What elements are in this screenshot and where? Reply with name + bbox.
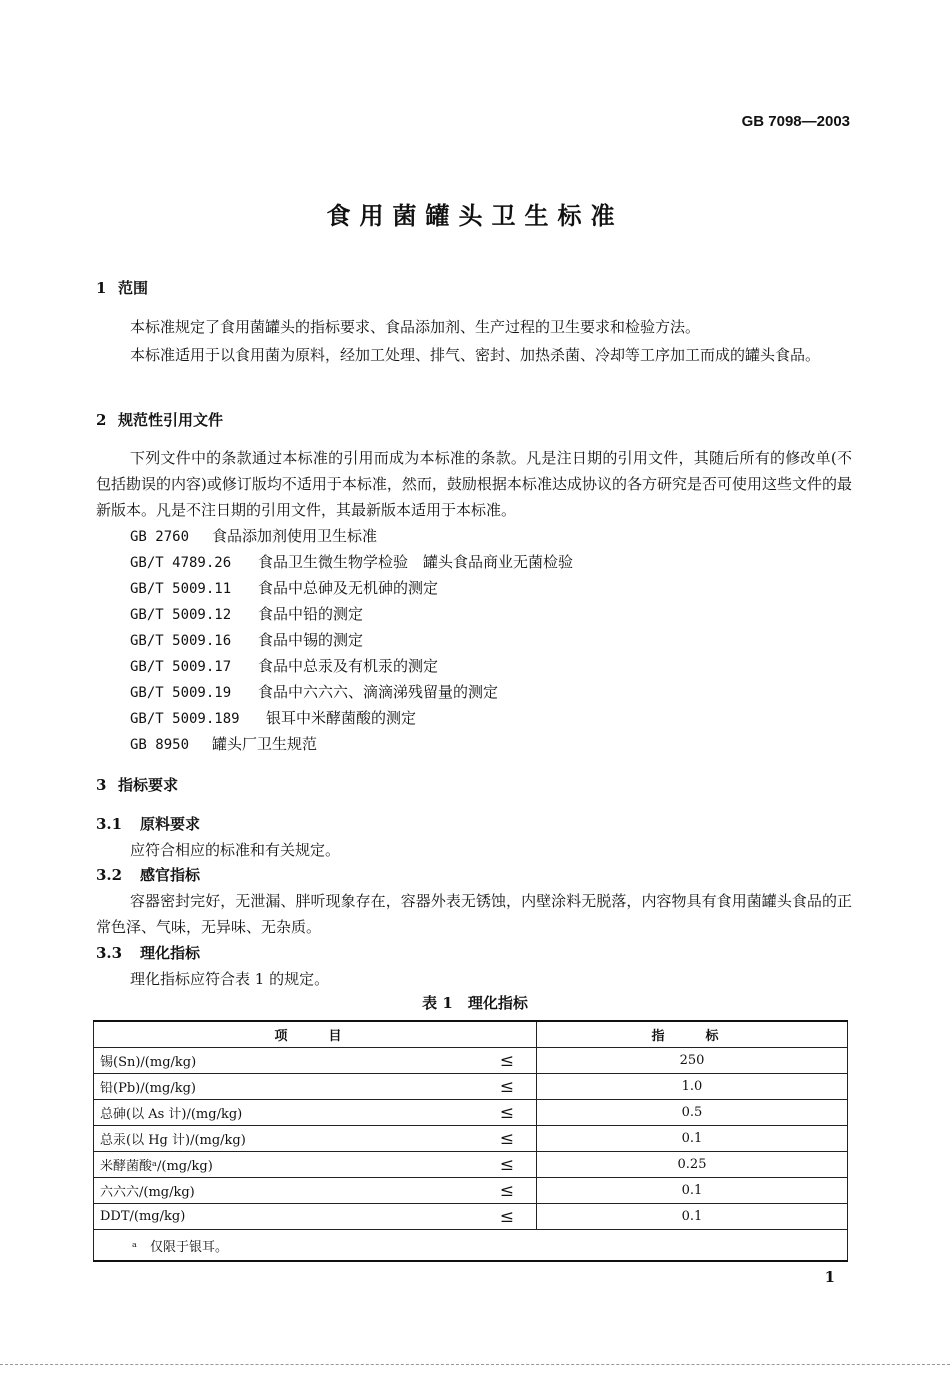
row-value: 0.25 [537, 1152, 848, 1178]
row-item: 铅(Pb)/(mg/kg) [94, 1074, 469, 1100]
row-item: 米酵菌酸ᵃ/(mg/kg) [94, 1152, 469, 1178]
section-number: 2 [96, 411, 107, 429]
reference-code: GB/T 5009.189 [130, 711, 240, 727]
table-row [94, 1152, 848, 1178]
table-row [94, 1048, 848, 1074]
row-item: 锡(Sn)/(mg/kg) [94, 1048, 469, 1074]
subsection-title: 理化指标 [140, 944, 201, 962]
section-number: 1 [96, 279, 107, 297]
subsection-3-1-heading [96, 811, 852, 837]
row-operator: ≤ [468, 1178, 537, 1204]
column-header-value: 指 标 [537, 1021, 848, 1048]
table-row [94, 1178, 848, 1204]
reference-item [130, 523, 377, 550]
row-item: 六六六/(mg/kg) [94, 1178, 469, 1204]
row-value: 0.5 [537, 1100, 848, 1126]
reference-name: 罐头厂卫生规范 [212, 735, 318, 753]
table-row [94, 1204, 848, 1230]
reference-code: GB/T 5009.19 [130, 685, 232, 701]
table-caption: 表 1 理化指标 [422, 994, 528, 1012]
reference-code: GB/T 5009.12 [130, 607, 232, 623]
row-operator: ≤ [468, 1204, 537, 1230]
subsection-3-3-paragraph: 理化指标应符合表 1 的规定。 [130, 970, 330, 988]
page-number: 1 [824, 1268, 835, 1286]
reference-name: 食品中六六六、滴滴涕残留量的测定 [258, 683, 499, 701]
section-number: 3 [96, 776, 107, 794]
row-item: 总汞(以 Hg 计)/(mg/kg) [94, 1126, 469, 1152]
reference-code: GB/T 5009.11 [130, 581, 232, 597]
bottom-divider [0, 1364, 950, 1365]
reference-name: 食品卫生微生物学检验 罐头食品商业无菌检验 [258, 553, 574, 571]
row-operator: ≤ [468, 1074, 537, 1100]
subsection-number: 3.1 [96, 815, 123, 833]
standard-code: GB 7098—2003 [741, 113, 850, 130]
row-operator: ≤ [468, 1152, 537, 1178]
subsection-3-2-heading [96, 862, 852, 888]
reference-item [130, 575, 438, 602]
reference-code: GB/T 4789.26 [130, 555, 232, 571]
reference-name: 食品添加剂使用卫生标准 [212, 527, 378, 545]
subsection-3-2-paragraph: 容器密封完好，无泄漏、胖听现象存在，容器外表无锈蚀，内壁涂料无脱落，内容物具有食用菌罐头食品的正常色泽、气味，无异味、无杂质。 [96, 892, 852, 936]
reference-name: 食品中锡的测定 [258, 631, 364, 649]
reference-item [130, 679, 498, 706]
reference-name: 银耳中米酵菌酸的测定 [266, 709, 417, 727]
row-value: 1.0 [537, 1074, 848, 1100]
table-header-row [94, 1021, 848, 1048]
table-footnote-row [94, 1230, 848, 1262]
subsection-3-3-heading [96, 940, 852, 966]
row-item: 总砷(以 As 计)/(mg/kg) [94, 1100, 469, 1126]
table-row [94, 1074, 848, 1100]
subsection-number: 3.3 [96, 944, 123, 962]
row-operator: ≤ [468, 1126, 537, 1152]
section-title: 指标要求 [118, 776, 179, 794]
section-2-paragraph: 下列文件中的条款通过本标准的引用而成为本标准的条款。凡是注日期的引用文件，其随后所有的修改单(不包括勘误的内容)或修订版均不适用于本标准，然而，鼓励根据本标准达成协议的各方研究是否可使用这些文件的最新版本。凡是不注日期的引用文件，其最新版本适用于本标准。 [96, 449, 852, 519]
row-operator: ≤ [468, 1100, 537, 1126]
subsection-number: 3.2 [96, 866, 123, 884]
reference-item [130, 601, 363, 628]
row-value: 0.1 [537, 1126, 848, 1152]
reference-name: 食品中总汞及有机汞的测定 [258, 657, 439, 675]
table-row [94, 1126, 848, 1152]
subsection-3-1-paragraph: 应符合相应的标准和有关规定。 [130, 841, 341, 859]
subsection-title: 感官指标 [140, 866, 201, 884]
reference-item [130, 705, 416, 732]
table-row [94, 1100, 848, 1126]
document-title: 食用菌罐头卫生标准 [326, 201, 624, 230]
reference-item [130, 731, 317, 758]
reference-item [130, 627, 363, 654]
table-footnote: ᵃ 仅限于银耳。 [94, 1230, 848, 1262]
section-1-paragraph-1: 本标准规定了食用菌罐头的指标要求、食品添加剂、生产过程的卫生要求和检验方法。 [130, 318, 701, 336]
reference-item [130, 549, 573, 576]
reference-code: GB/T 5009.17 [130, 659, 232, 675]
reference-code: GB 2760 [130, 529, 190, 545]
row-item: DDT/(mg/kg) [94, 1204, 469, 1230]
row-value: 250 [537, 1048, 848, 1074]
reference-code: GB 8950 [130, 737, 190, 753]
section-title: 规范性引用文件 [118, 411, 224, 429]
physicochemical-table [93, 1020, 848, 1262]
section-2-heading [96, 407, 852, 433]
section-3-heading [96, 772, 852, 798]
reference-name: 食品中铅的测定 [258, 605, 364, 623]
section-1-heading [96, 275, 852, 301]
column-header-item: 项 目 [94, 1021, 537, 1048]
row-value: 0.1 [537, 1178, 848, 1204]
row-value: 0.1 [537, 1204, 848, 1230]
section-title: 范围 [118, 279, 149, 297]
row-operator: ≤ [468, 1048, 537, 1074]
subsection-title: 原料要求 [140, 815, 201, 833]
reference-item [130, 653, 438, 680]
section-1-paragraph-2: 本标准适用于以食用菌为原料，经加工处理、排气、密封、加热杀菌、冷却等工序加工而成的罐头食品。 [130, 346, 821, 364]
reference-name: 食品中总砷及无机砷的测定 [258, 579, 439, 597]
reference-code: GB/T 5009.16 [130, 633, 232, 649]
